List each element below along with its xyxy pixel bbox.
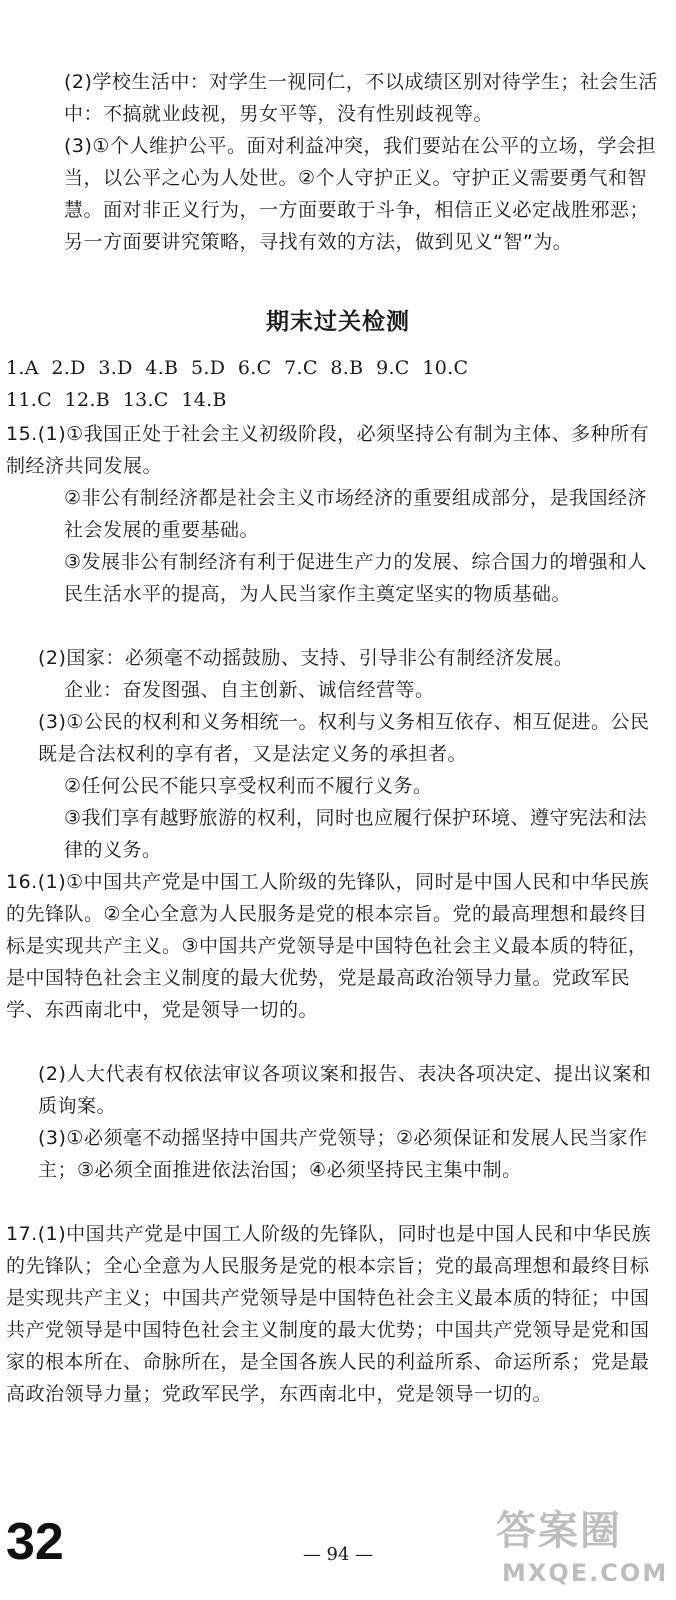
q15-part1-point3: ③发展非公有制经济有利于促进生产力的发展、综合国力的增强和人民生活水平的提高，为人民当家作主奠定坚实的物质基础。: [64, 551, 648, 605]
section-title: 期末过关检测: [266, 309, 410, 335]
q15-part1-point2: ②非公有制经济都是社会主义市场经济的重要组成部分，是我国经济社会发展的重要基础。: [64, 487, 648, 541]
q15-part2-enterprise: 企业：奋发图强、自主创新、诚信经营等。: [64, 679, 435, 701]
q16-part1: 16.(1)①中国共产党是中国工人阶级的先锋队，同时是中国人民和中华民族的先锋队。②全心全意为人民服务是党的根本宗旨。党的最高理想和最终目标是实现共产主义。③中国共产党领导是中国特色社会主义最本质的特征，是中国特色社会主义制度的最大优势，党是最高政治领导力量。党政军民学、东西南北中，党是领导一切的。: [6, 871, 650, 1021]
q15-part2-state: (2)国家：必须毫不动摇鼓励、支持、引导非公有制经济发展。: [38, 647, 574, 669]
page-number: 32: [6, 1513, 64, 1571]
q16-part2: (2)人大代表有权依法审议各项议案和报告、表决各项决定、提出议案和质询案。: [38, 1063, 652, 1117]
q16-part3: (3)①必须毫不动摇坚持中国共产党领导；②必须保证和发展人民当家作主；③必须全面推进依法治国；④必须坚持民主集中制。: [38, 1127, 648, 1181]
top-answer-3: (3)①个人维护公平。面对利益冲突，我们要站在公平的立场，学会担当，以公平之心为人处世。②个人守护正义。守护正义需要勇气和智慧。面对非正义行为，一方面要敢于斗争，相信正义必定战胜邪恶；另一方面要讲究策略，寻找有效的方法，做到见义“智”为。: [64, 135, 656, 253]
watermark-url: MXQE.COM: [502, 1559, 669, 1587]
choice-answers-line-2: 11.C 12.B 13.C 14.B: [6, 389, 227, 411]
q15-part3-point2: ②任何公民不能只享受权利而不履行义务。: [64, 775, 433, 797]
q15-part3-point1: (3)①公民的权利和义务相统一。权利与义务相互依存、相互促进。公民既是合法权利的享有者，又是法定义务的承担者。: [38, 711, 650, 765]
q15-part1-point1: 15.(1)①我国正处于社会主义初级阶段，必须坚持公有制为主体、多种所有制经济共同发展。: [6, 423, 650, 477]
top-answer-2: (2)学校生活中：对学生一视同仁，不以成绩区别对待学生；社会生活中：不搞就业歧视，男女平等，没有性别歧视等。: [64, 71, 658, 125]
q15-part3-point3: ③我们享有越野旅游的权利，同时也应履行保护环境、遵守宪法和法律的义务。: [64, 807, 648, 861]
q17-part1: 17.(1)中国共产党是中国工人阶级的先锋队，同时也是中国人民和中华民族的先锋队；全心全意为人民服务是党的根本宗旨；党的最高理想和最终目标是实现共产主义；中国共产党领导是中国特色社会主义最本质的特征；中国共产党领导是中国特色社会主义制度的最大优势；中国共产党领导是党和国家的根本所在、命脉所在，是全国各族人民的利益所系、命运所系；党是最高政治领导力量；党政军民学，东西南北中，党是领导一切的。: [6, 1223, 652, 1405]
choice-answers-line-1: 1.A 2.D 3.D 4.B 5.D 6.C 7.C 8.B 9.C 10.C: [6, 357, 469, 379]
footer-page-number: — 94 —: [302, 1544, 374, 1565]
watermark-logo: [492, 1508, 669, 1594]
watermark-text: 答案圈: [496, 1508, 622, 1554]
